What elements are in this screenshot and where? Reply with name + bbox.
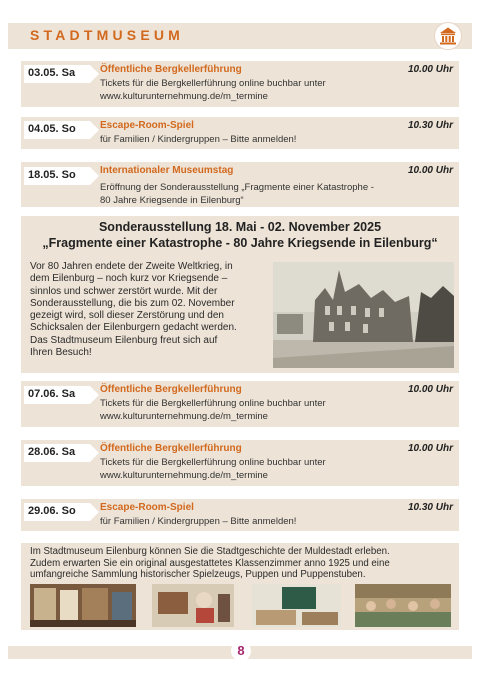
info-text [30, 546, 455, 581]
text-line: Im Stadtmuseum Eilenburg können Sie die Stadtgeschichte der Muldestadt erleben. [30, 546, 390, 557]
date-tag [24, 121, 90, 139]
text-line: Das Stadtmuseum Eilenburg freut sich auf [30, 334, 218, 346]
event-link[interactable]: www.kulturunternehmung.de/m_termine [100, 91, 268, 102]
museum-building-icon [434, 22, 462, 50]
section-title: STADTMUSEUM [30, 27, 185, 43]
event-description [100, 133, 296, 146]
event-time: 10.30 Uhr [407, 502, 453, 513]
event-card [21, 117, 459, 149]
section-header [8, 23, 472, 49]
text-line: umfangreiche Sammlung historischer Spielzeugs, Puppen und Puppenstuben. [30, 569, 366, 580]
page-number: 8 [237, 643, 245, 658]
event-time: 10.00 Uhr [407, 384, 453, 395]
text-line: Vor 80 Jahren endete der Zweite Weltkrieg, in [30, 261, 233, 272]
date-tag [24, 65, 90, 83]
exhibition-text [30, 261, 266, 359]
event-date: 18.05. So [28, 169, 76, 181]
visitors-photo [355, 584, 451, 627]
event-title: Öffentliche Bergkellerführung [100, 384, 242, 395]
event-time: 10.30 Uhr [407, 120, 453, 131]
exhibition-title: Sonderausstellung 18. Mai - 02. November 2025 [98, 220, 382, 234]
classroom-photo [252, 584, 341, 627]
event-desc-line: Tickets für die Bergkellerführung online buchbar unter [100, 398, 326, 409]
event-description [100, 77, 326, 103]
event-time: 10.00 Uhr [407, 165, 453, 176]
text-line: Schicksalen der Eilenburgern gedacht werden. [30, 322, 237, 334]
event-card [21, 440, 459, 486]
event-description [100, 181, 374, 207]
page-number-badge [231, 641, 251, 661]
text-line: dem Eilenburg – noch kurz vor Kriegsende – [30, 273, 228, 285]
event-link[interactable]: www.kulturunternehmung.de/m_termine [100, 411, 268, 422]
event-time: 10.00 Uhr [407, 64, 453, 75]
text-line: sinnlos und schwer zerstört wurde. Mit der [30, 285, 218, 297]
event-description [100, 397, 326, 423]
date-tag [24, 444, 90, 462]
event-time: 10.00 Uhr [407, 443, 453, 454]
event-title: Öffentliche Bergkellerführung [100, 64, 242, 75]
event-title: Öffentliche Bergkellerführung [100, 443, 242, 454]
date-tag [24, 386, 90, 404]
event-desc-line: Eröffnung der Sonderausstellung „Fragmente einer Katastrophe - [100, 182, 374, 193]
special-exhibition [21, 216, 459, 373]
event-card [21, 162, 459, 207]
museum-info [21, 543, 459, 630]
event-link[interactable]: www.kulturunternehmung.de/m_termine [100, 470, 268, 481]
event-title: Escape-Room-Spiel [100, 120, 194, 131]
event-description [100, 515, 296, 528]
event-title: Escape-Room-Spiel [100, 502, 194, 513]
event-desc-line: für Familien / Kindergruppen – Bitte anmelden! [100, 516, 297, 527]
date-tag [24, 503, 90, 521]
event-title: Internationaler Museumstag [100, 165, 234, 176]
event-desc-line: für Familien / Kindergruppen – Bitte anmelden! [100, 134, 297, 145]
event-desc-line: Tickets für die Bergkellerführung online buchbar unter [100, 78, 326, 89]
event-desc-line: Tickets für die Bergkellerführung online buchbar unter [100, 457, 326, 468]
event-date: 04.05. So [28, 123, 76, 135]
event-card [21, 381, 459, 427]
text-line: Zudem erwarten Sie ein original ausgestattetes Klassenzimmer anno 1925 und eine [30, 557, 390, 569]
event-date: 03.05. Sa [28, 67, 76, 79]
event-card [21, 499, 459, 531]
event-date: 28.06. Sa [28, 446, 76, 458]
text-line: gezeigt wird, soll dieser Zerstörung und den [30, 310, 224, 322]
date-tag [24, 167, 90, 185]
text-line: Sonderausstellung, die bis zum 02. November [30, 297, 235, 309]
event-card [21, 61, 459, 107]
toy-collection-photo [152, 584, 234, 627]
ruined-building-photo [273, 262, 454, 368]
event-date: 07.06. Sa [28, 388, 76, 400]
text-line: Ihren Besuch! [30, 347, 92, 359]
event-date: 29.06. So [28, 505, 76, 517]
exhibition-subtitle: „Fragmente einer Katastrophe - 80 Jahre Kriegsende in Eilenburg“ [42, 236, 438, 250]
museum-room-photo [30, 584, 136, 627]
event-description [100, 456, 326, 482]
event-desc-line: 80 Jahre Kriegsende in Eilenburg“ [100, 195, 244, 206]
